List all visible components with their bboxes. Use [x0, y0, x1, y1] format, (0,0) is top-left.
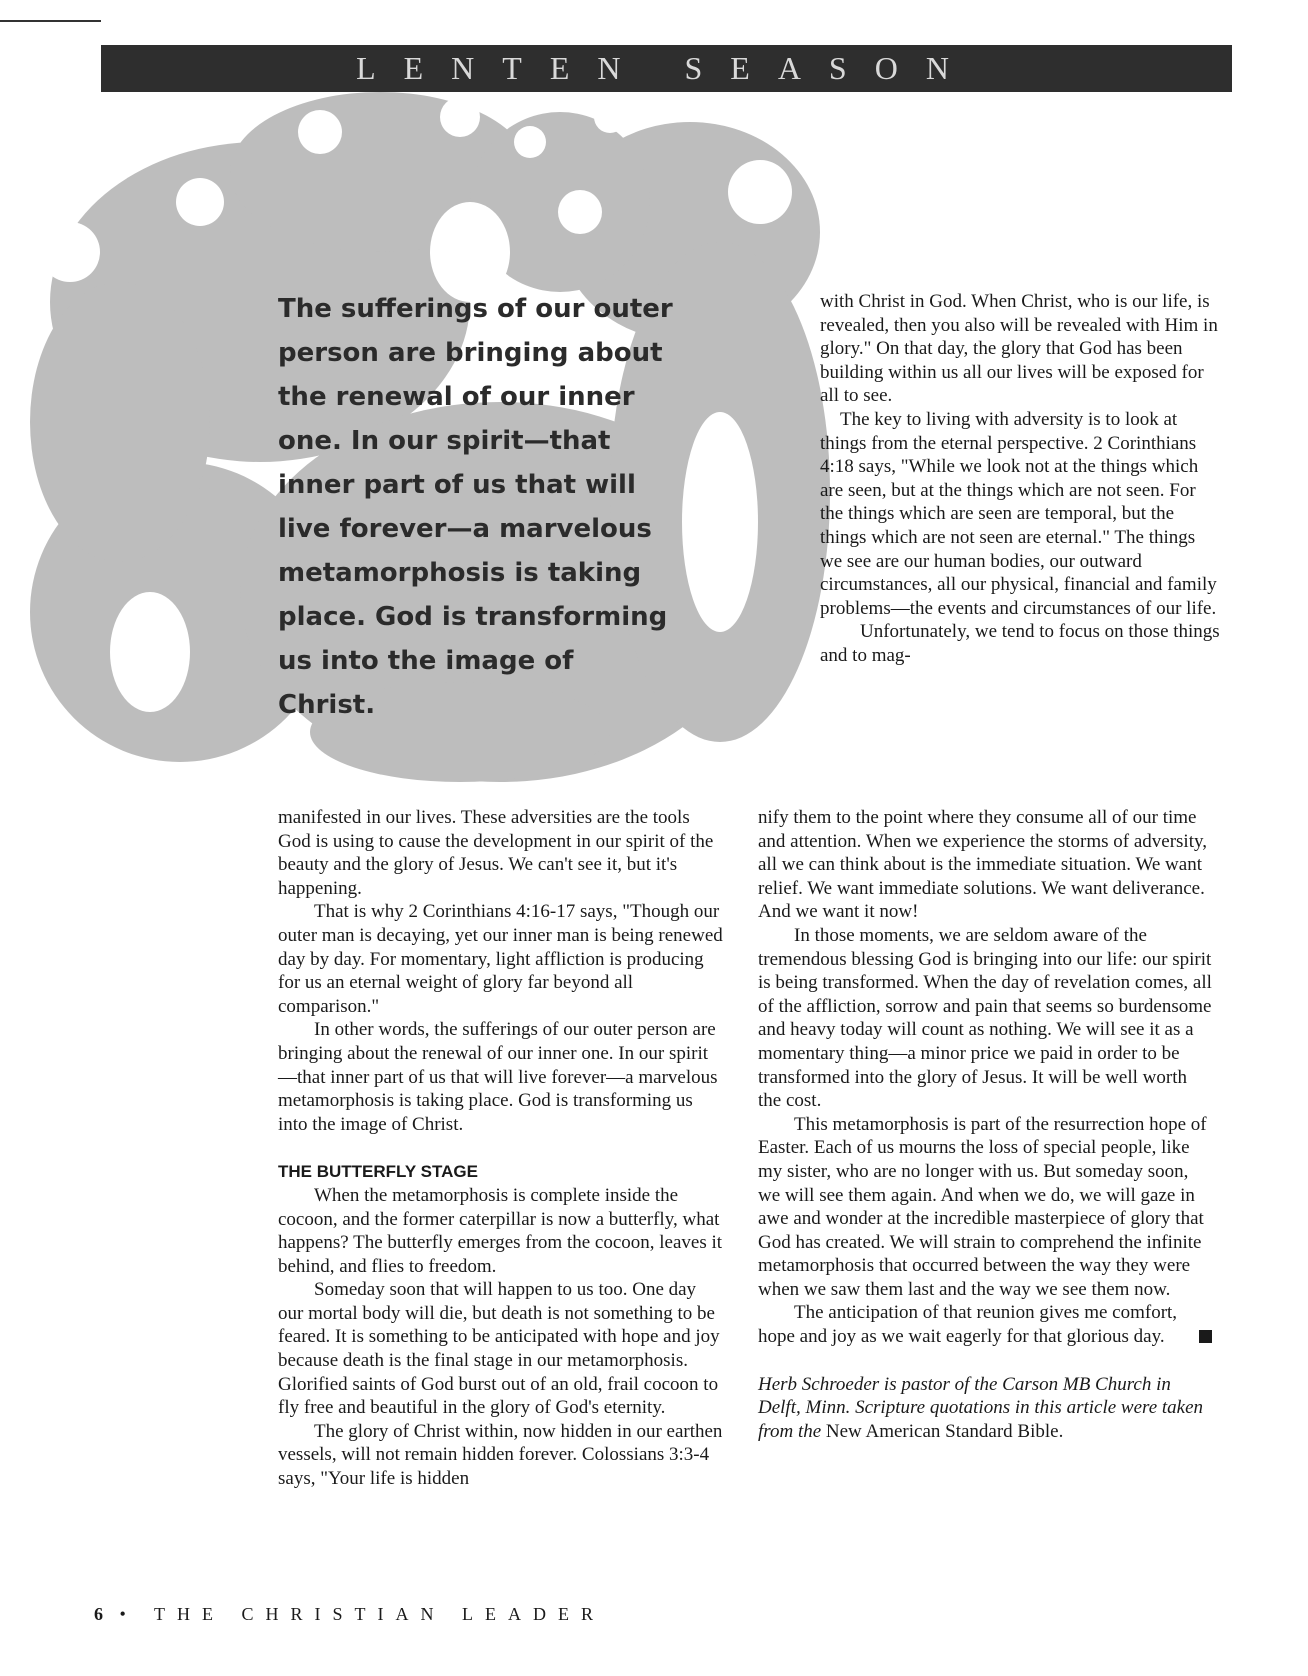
paragraph: Someday soon that will happen to us too. One day our mortal body will die, but death is not something to be feared. It is something to be anticipated with hope and joy because death is the final stage in our metamorphosis. Glorified saints of God burst out of an old, frail cocoon to fly free and beautiful in the glory of God's eternity.	[278, 1279, 720, 1419]
paragraph: manifested in our lives. These adversities are the tools God is using to cause the development in our spirit of the beauty and the glory of Jesus. We can't see it, but it's happening.	[278, 807, 714, 899]
paragraph: When the metamorphosis is complete inside the cocoon, and the former caterpillar is now a butterfly, what happens? The butterfly emerges from the cocoon, leaves it behind, and flies to freedom.	[278, 1184, 723, 1277]
paragraph	[758, 1301, 1212, 1348]
right-column-top	[820, 290, 1220, 668]
paragraph: The key to living with adversity is to look at things from the eternal perspective. 2 Corinthians 4:18 says, "While we look not at the things which are seen, but at the things which are not seen. For the things which are seen are temporal, but the things which are not seen are eternal." The things we see are our human bodies, our outward circumstances, all our physical, financial and family problems—the events and circumstances of our life.	[820, 408, 1217, 619]
paragraph: That is why 2 Corinthians 4:16-17 says, "Though our outer man is decaying, yet our inner man is being renewed day by day. For momentary, light affliction is producing for us an eternal weight of glory far beyond all comparison."	[278, 901, 723, 1017]
art-dot	[594, 101, 626, 133]
art-dot	[558, 190, 602, 234]
paragraph: The glory of Christ within, now hidden in our earthen vessels, will not remain hidden forever. Colossians 3:3-4 says, "Your life is hidden	[278, 1420, 723, 1490]
section-title: LENTEN SEASON	[356, 50, 977, 86]
paragraph: This metamorphosis is part of the resurrection hope of Easter. Each of us mourns the loss of special people, like my sister, who are no longer with us. But someday soon, we will see them again. And when we do, we will gaze in awe and wonder at the incredible masterpiece of glory that God has created. We will strain to comprehend the infinite metamorphosis that occurred between the way they were when we saw them last and the way we see them now.	[758, 1113, 1207, 1300]
paragraph: In those moments, we are seldom aware of the tremendous blessing God is bringing into our life: our spirit is being transformed. When the day of revelation comes, all of the affliction, sorrow and pain that seems so burdensome and heavy today will count as nothing. We will see it as a momentary thing—a minor price we paid in order to be transformed into the glory of Jesus. It will be well worth the cost.	[758, 924, 1212, 1112]
publication-name: THE CHRISTIAN LEADER	[154, 1604, 605, 1624]
author-bio	[758, 1373, 1212, 1444]
page-number: 6	[94, 1604, 103, 1624]
bio-roman: New American Standard Bible.	[825, 1420, 1064, 1442]
art-dot	[514, 126, 546, 158]
pull-quote: The sufferings of our outer person are bringing about the renewal of our inner one. In our spirit—that inner part of us that will live forever—a marvelous metamorphosis is taking place. God is transforming us into the image of Christ.	[278, 294, 673, 720]
bio-italic: Herb Schroeder is pastor of the Carson MB Church in Delft, Minn. Scripture quotations in this article were taken from the	[758, 1373, 1204, 1442]
header-rule	[0, 20, 101, 22]
art-blob	[30, 282, 210, 562]
art-hole	[110, 592, 190, 712]
paragraph: nify them to the point where they consume all of our time and attention. When we experience the storms of adversity, all we can think about is the immediate situation. We want relief. We want immediate solutions. We want deliverance. And we want it now!	[758, 807, 1207, 923]
page-footer	[94, 1604, 605, 1625]
paragraph: Unfortunately, we tend to focus on those things and to mag-	[820, 621, 1220, 666]
footer-separator: •	[119, 1604, 138, 1624]
end-mark-icon	[1199, 1330, 1212, 1343]
paragraph: with Christ in God. When Christ, who is our life, is revealed, then you also will be revealed with Him in glory." On that day, the glory that God has been building within us all our lives will be exposed for all to see.	[820, 291, 1218, 407]
right-column	[758, 806, 1212, 1443]
paragraph-text: The anticipation of that reunion gives me comfort, hope and joy as we wait eagerly for that glorious day.	[758, 1302, 1178, 1348]
subhead: THE BUTTERFLY STAGE	[278, 1162, 478, 1182]
art-dot	[176, 178, 224, 226]
art-dot	[40, 222, 100, 282]
art-dot	[231, 98, 259, 126]
art-hole	[682, 412, 758, 632]
art-dot	[160, 112, 200, 152]
paragraph: In other words, the sufferings of our outer person are bringing about the renewal of our inner one. In our spirit—that inner part of us that will live forever—a marvelous metamorphosis is taking place. God is transforming us into the image of Christ.	[278, 1019, 718, 1135]
art-dot	[298, 110, 342, 154]
art-dot	[728, 160, 792, 224]
section-header	[101, 45, 1232, 92]
left-column	[278, 806, 726, 1491]
art-dot	[440, 97, 480, 137]
